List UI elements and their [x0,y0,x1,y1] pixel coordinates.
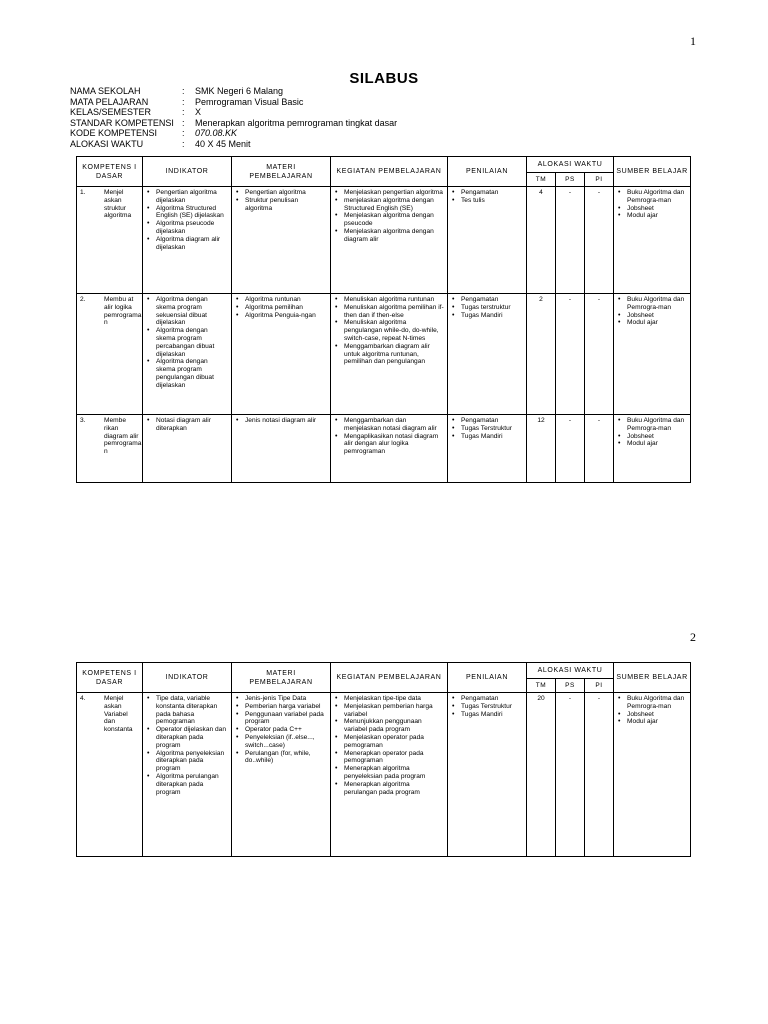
list-item: • Menggambarkan dan menjelaskan notasi diagram alir [344,417,444,433]
page-number-1: 1 [690,34,696,48]
list-item: • Penyeleksian (if..else..., switch...case) [245,734,327,750]
header-pi: PI [585,173,614,187]
pi-cell: - [585,187,614,294]
header-penilaian: PENILAIAN [448,157,527,187]
meta-colon: : [182,96,185,107]
kd-text: Membe rikan diagram alir pemrograma n [104,417,142,456]
header-kegiatan: KEGIATAN PEMBELAJARAN [331,157,448,187]
materi-cell [232,693,331,857]
meta-row [70,128,397,139]
pi-cell: - [585,415,614,483]
list-item: • Pemberian harga variabel [245,703,327,711]
kd-cell [77,187,143,294]
materi-cell [232,415,331,483]
list-item: • Algoritma pseucode dijelaskan [156,220,228,236]
row-number: 2. [80,296,86,303]
kegiatan-cell [331,415,448,483]
tm-cell: 2 [527,294,556,415]
header-materi: MATERI PEMBELAJARAN [232,663,331,693]
sumber-cell [614,187,691,294]
list-item: • menjelaskan algoritma dengan Structured English (SE) [344,197,444,213]
meta-block [70,86,397,149]
indikator-cell [143,187,232,294]
kd-cell [77,415,143,483]
list-item: • Algoritma dengan skema program sekuensial dibuat dijelaskan [156,296,228,327]
header-ps: PS [556,173,585,187]
list-item: • Modul ajar [627,718,687,726]
pi-cell: - [585,693,614,857]
ps-cell: - [556,693,585,857]
syllabus-table-page2 [76,662,691,857]
meta-value: SMK Negeri 6 Malang [195,86,284,96]
kegiatan-cell [331,294,448,415]
tm-cell: 4 [527,187,556,294]
list-item: • Jobsheet [627,312,687,320]
list-item: • Menjelaskan tipe-tipe data [344,695,444,703]
list-item: • Struktur penulisan algoritma [245,197,327,213]
list-item: • Jenis-jenis Tipe Data [245,695,327,703]
list-item: • Buku Algoritma dan Pemrogra-man [627,189,687,205]
penilaian-cell [448,415,527,483]
meta-value: Menerapkan algoritma pemrograman tingkat dasar [195,117,398,128]
meta-row [70,139,397,150]
tm-cell: 20 [527,693,556,857]
meta-row [70,97,397,108]
list-item: • Buku Algoritma dan Pemrogra-man [627,417,687,433]
list-item: • Menuliskan algoritma pemilihan if-then dan if then-else [344,304,444,320]
header-materi: MATERI PEMBELAJARAN [232,157,331,187]
list-item: • Menjelaskan algoritma dengan pseucode [344,212,444,228]
sumber-cell [614,693,691,857]
header-kompetensi-dasar: KOMPETENS I DASAR [77,663,143,693]
meta-key: ALOKASI WAKTU [70,138,144,149]
kd-cell [77,294,143,415]
sumber-cell [614,415,691,483]
list-item: • Jobsheet [627,711,687,719]
list-item: • Menuliskan algoritma runtunan [344,296,444,304]
list-item: • Tugas Mandiri [461,312,523,320]
row-number: 1. [80,189,86,196]
meta-row [70,107,397,118]
ps-cell: - [556,415,585,483]
pi-cell: - [585,294,614,415]
list-item: • Algoritma perulangan diterapkan pada program [156,773,228,796]
list-item: • Menggambarkan diagram alir untuk algoritma runtunan, pemilihan dan pengulangan [344,343,444,366]
list-item: • Algoritma dengan skema program pengulangan dibuat dijelaskan [156,358,228,389]
kd-cell [77,693,143,857]
header-alokasi: ALOKASI WAKTU [527,663,614,679]
list-item: • Algoritma runtunan [245,296,327,304]
header-indikator: INDIKATOR [143,663,232,693]
table-row [77,415,691,483]
indikator-cell [143,693,232,857]
list-item: • Tes tulis [461,197,523,205]
table-row [77,187,691,294]
list-item: • Tugas terstruktur [461,304,523,312]
row-number: 3. [80,417,86,424]
meta-key: KODE KOMPETENSI [70,128,158,138]
list-item: • Algoritma pemilihan [245,304,327,312]
list-item: • Penggunaan variabel pada program [245,711,327,727]
header-ps: PS [556,679,585,693]
header-alokasi: ALOKASI WAKTU [527,157,614,173]
penilaian-cell [448,187,527,294]
list-item: • Tugas Terstruktur [461,425,523,433]
meta-colon: : [182,86,185,96]
meta-value: Pemrograman Visual Basic [195,96,304,107]
header-sumber: SUMBER BELAJAR [614,157,691,187]
kegiatan-cell [331,187,448,294]
list-item: • Algoritma Structured English (SE) dijelaskan [156,205,228,221]
row-number: 4. [80,695,86,702]
meta-key: NAMA SEKOLAH [70,86,141,96]
page-title: SILABUS [349,70,419,87]
list-item: • Pengamatan [461,296,523,304]
list-item: • Operator dijelaskan dan diterapkan pada program [156,726,228,749]
list-item: • Mengaplikasikan notasi diagram alir dengan alur logika pemrograman [344,433,444,456]
indikator-cell [143,294,232,415]
list-item: • Modul ajar [627,440,687,448]
table-row [77,294,691,415]
header-tm: TM [527,679,556,693]
meta-value: 070.08.KK [195,128,238,138]
list-item: • Menunjukkan penggunaan variabel pada program [344,718,444,734]
ps-cell: - [556,187,585,294]
list-item: • Pengamatan [461,417,523,425]
list-item: • Modul ajar [627,212,687,220]
list-item: • Perulangan (for, while, do..while) [245,750,327,766]
penilaian-cell [448,693,527,857]
list-item: • Algoritma diagram alir dijelaskan [156,236,228,252]
kd-text: Menjel askan struktur algoritma [104,189,132,220]
list-item: • Menjelaskan operator pada pemograman [344,734,444,750]
list-item: • Tugas Mandiri [461,433,523,441]
header-indikator: INDIKATOR [143,157,232,187]
list-item: • Algoritma dengan skema program percabangan dibuat dijelaskan [156,327,228,358]
list-item: • Pengamatan [461,695,523,703]
list-item: • Menerapkan algoritma perulangan pada program [344,781,444,797]
list-item: • Algoritma penyeleksian diterapkan pada program [156,750,228,773]
list-item: • Modul ajar [627,319,687,327]
list-item: • Buku Algoritma dan Pemrogra-man [627,695,687,711]
header-penilaian: PENILAIAN [448,663,527,693]
header-kompetensi-dasar: KOMPETENS I DASAR [77,157,143,187]
list-item: • Menjelaskan pemberian harga variabel [344,703,444,719]
list-item: • Operator pada C++ [245,726,327,734]
table-row [77,693,691,857]
meta-key: STANDAR KOMPETENSI [70,117,174,128]
list-item: • Pengamatan [461,189,523,197]
list-item: • Pengertian algoritma dijelaskan [156,189,228,205]
header-sumber: SUMBER BELAJAR [614,663,691,693]
list-item: • Menerapkan operator pada pemograman [344,750,444,766]
meta-value: X [195,107,202,117]
tm-cell: 12 [527,415,556,483]
syllabus-table-page1 [76,156,691,483]
list-item: • Menjelaskan algoritma dengan diagram alir [344,228,444,244]
list-item: • Tugas Terstruktur [461,703,523,711]
materi-cell [232,187,331,294]
header-kegiatan: KEGIATAN PEMBELAJARAN [331,663,448,693]
meta-colon: : [182,138,185,149]
list-item: • Jobsheet [627,205,687,213]
list-item: • Algoritma Penguia-ngan [245,312,327,320]
list-item: • Menjelaskan pengertian algoritma [344,189,444,197]
meta-key: MATA PELAJARAN [70,96,149,107]
penilaian-cell [448,294,527,415]
meta-row [70,118,397,129]
kd-text: Membu at alir logika pemrograma n [104,296,142,327]
header-pi: PI [585,679,614,693]
page-number-2: 2 [690,630,696,644]
list-item: • Tugas Mandiri [461,711,523,719]
meta-value: 40 X 45 Menit [195,138,251,149]
list-item: • Tipe data, variable konstanta diterapkan pada bahasa pemograman [156,695,228,726]
meta-colon: : [182,107,185,117]
kd-text: Menjel askan Variabel dan konstanta [104,695,133,734]
meta-row [70,86,397,97]
list-item: • Menerapkan algoritma penyeleksian pada program [344,765,444,781]
meta-colon: : [182,117,185,128]
sumber-cell [614,294,691,415]
list-item: • Pengertian algoritma [245,189,327,197]
list-item: • Jobsheet [627,433,687,441]
list-item: • Menuliskan algoritma pengulangan while-do, do-while, switch-case, repeat N-times [344,319,444,342]
list-item: • Notasi diagram alir diterapkan [156,417,228,433]
header-tm: TM [527,173,556,187]
list-item: • Buku Algoritma dan Pemrogra-man [627,296,687,312]
indikator-cell [143,415,232,483]
kegiatan-cell [331,693,448,857]
meta-colon: : [182,128,185,138]
meta-key: KELAS/SEMESTER [70,107,152,117]
list-item: • Jenis notasi diagram alir [245,417,327,425]
materi-cell [232,294,331,415]
ps-cell: - [556,294,585,415]
